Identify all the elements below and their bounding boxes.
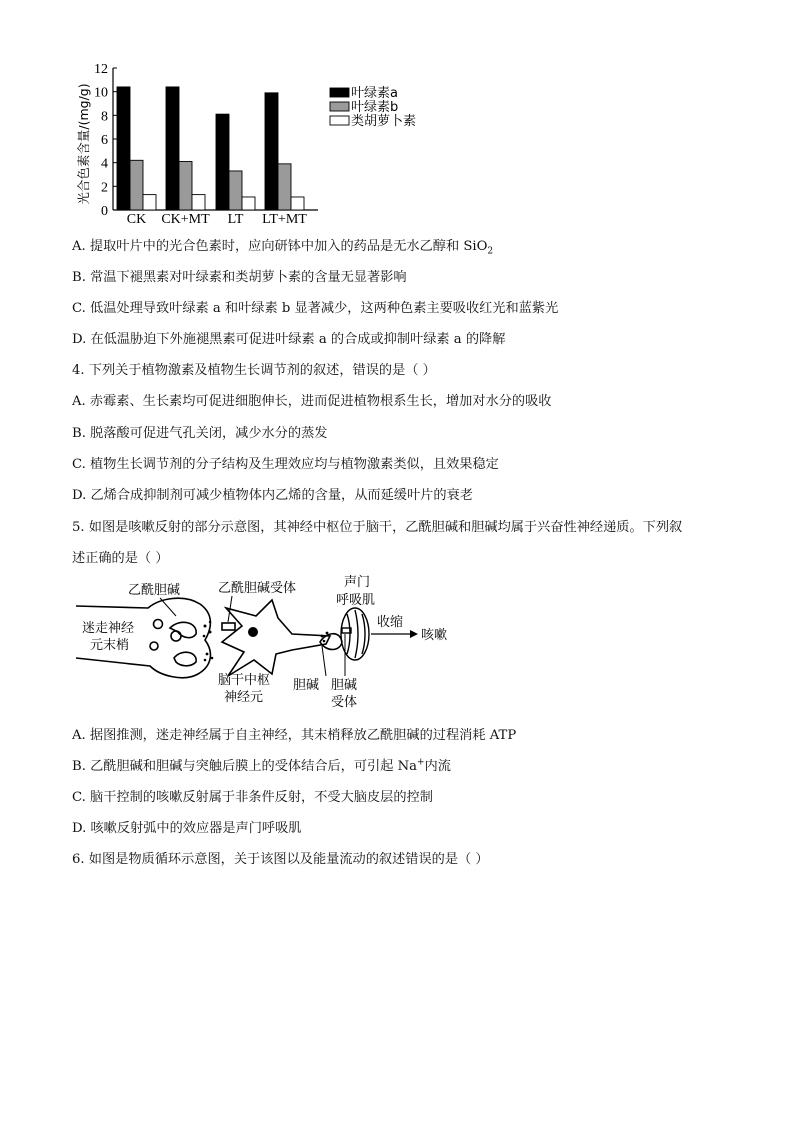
q4-stem: 4. 下列关于植物激素及植物生长调节剂的叙述，错误的是（ ） <box>72 363 436 378</box>
bar-lt-mt-s2 <box>278 164 291 210</box>
bar-lt-s2 <box>229 171 242 210</box>
bar-ck-s2 <box>130 160 143 210</box>
bar-lt-s1 <box>216 114 229 210</box>
pigment-bar-chart <box>0 0 794 230</box>
x-tick-label: CK <box>126 212 147 227</box>
legend <box>330 86 416 129</box>
y-tick-label: 2 <box>101 180 108 196</box>
q4-option-c: C. 植物生长调节剂的分子结构及生理效应均与植物激素类似，且效果稳定 <box>72 457 499 472</box>
q3-option-d: D. 在低温胁迫下外施褪黑素可促进叶绿素 a 的合成或抑制叶绿素 a 的降解 <box>72 332 506 347</box>
q3-option-c: C. 低温处理导致叶绿素 a 和叶绿素 b 显著减少，这两种色素主要吸收红光和蓝紫光 <box>72 301 559 316</box>
bar-lt-mt-s1 <box>265 93 278 210</box>
q3-option-a: A. 提取叶片中的光合色素时，应向研钵中加入的药品是无水乙醇和 SiO$_2$ <box>72 239 494 257</box>
y-tick-label: 10 <box>94 85 108 101</box>
legend-swatch <box>330 102 349 111</box>
label-contract: 收缩 <box>377 615 404 630</box>
legend-swatch <box>330 88 349 97</box>
label-cough: 咳嗽 <box>421 628 448 643</box>
q4-option-b: B. 脱落酸可促进气孔关闭，减少水分的蒸发 <box>72 426 328 441</box>
bar-ck-mt-s1 <box>166 87 179 210</box>
x-tick-label: LT+MT <box>262 212 307 227</box>
q4-option-d: D. 乙烯合成抑制剂可减少植物体内乙烯的含量，从而延缓叶片的衰老 <box>72 488 473 503</box>
q5-stem-line2: 述正确的是（ ） <box>72 551 169 566</box>
label-glottis-1: 声门 <box>344 575 371 590</box>
q5-option-c: C. 脑干控制的咳嗽反射属于非条件反射，不受大脑皮层的控制 <box>72 790 433 805</box>
q4-option-a: A. 赤霉素、生长素均可促进细胞伸长，进而促进植物根系生长，增加对水分的吸收 <box>72 394 552 409</box>
q5-option-a: A. 据图推测，迷走神经属于自主神经，其末梢释放乙酰胆碱的过程消耗 ATP <box>72 728 517 743</box>
legend-swatch <box>330 116 349 125</box>
cough-reflex-diagram <box>0 572 794 722</box>
x-tick-label: CK+MT <box>161 212 210 227</box>
bar-ck-s3 <box>143 195 156 210</box>
y-tick-label: 12 <box>94 62 108 77</box>
y-tick-label: 0 <box>101 204 108 219</box>
legend-label: 叶绿素b <box>351 100 399 115</box>
legend-label: 类胡萝卜素 <box>351 114 417 129</box>
bar-lt-mt-s3 <box>291 197 304 210</box>
q6-stem: 6. 如图是物质循环示意图，关于该图以及能量流动的叙述错误的是（ ） <box>72 852 489 867</box>
arrow-head <box>410 630 418 638</box>
bar-ck-mt-s2 <box>179 161 192 210</box>
label-choline-receptor-2: 受体 <box>331 695 358 710</box>
y-tick-label: 4 <box>101 156 108 172</box>
label-vagus-1: 迷走神经 <box>82 621 135 636</box>
q5-option-d: D. 咳嗽反射弧中的效应器是声门呼吸肌 <box>72 821 302 836</box>
q5-stem-line1: 5. 如图是咳嗽反射的部分示意图，其神经中枢位于脑干，乙酰胆碱和胆碱均属于兴奋性神经递质。下列叙 <box>72 520 683 535</box>
legend-label: 叶绿素a <box>351 86 398 101</box>
label-neuron-1: 脑干中枢 <box>218 673 271 688</box>
q3-option-b: B. 常温下褪黑素对叶绿素和类胡萝卜素的含量无显著影响 <box>72 270 407 285</box>
bar-ck-mt-s3 <box>192 195 205 210</box>
bar-lt-s3 <box>242 197 255 210</box>
label-choline: 胆碱 <box>293 678 320 693</box>
label-choline-receptor-1: 胆碱 <box>331 678 358 693</box>
neuron-nucleus <box>248 627 258 637</box>
y-axis-label: 光合色素含量/(mg/g) <box>76 83 91 205</box>
label-glottis-2: 呼吸肌 <box>336 593 376 608</box>
label-neuron-2: 神经元 <box>224 690 264 705</box>
ach-dots <box>203 621 214 662</box>
label-vagus-2: 元末梢 <box>90 638 130 653</box>
y-tick-label: 6 <box>101 133 108 148</box>
y-tick-label: 8 <box>101 109 108 125</box>
label-ach: 乙酰胆碱 <box>128 583 181 598</box>
bar-ck-s1 <box>117 87 130 210</box>
x-tick-label: LT <box>227 212 244 227</box>
label-ach-receptor: 乙酰胆碱受体 <box>218 581 297 596</box>
q5-option-b: B. 乙酰胆碱和胆碱与突触后膜上的受体结合后，可引起 Na+内流 <box>72 757 451 774</box>
